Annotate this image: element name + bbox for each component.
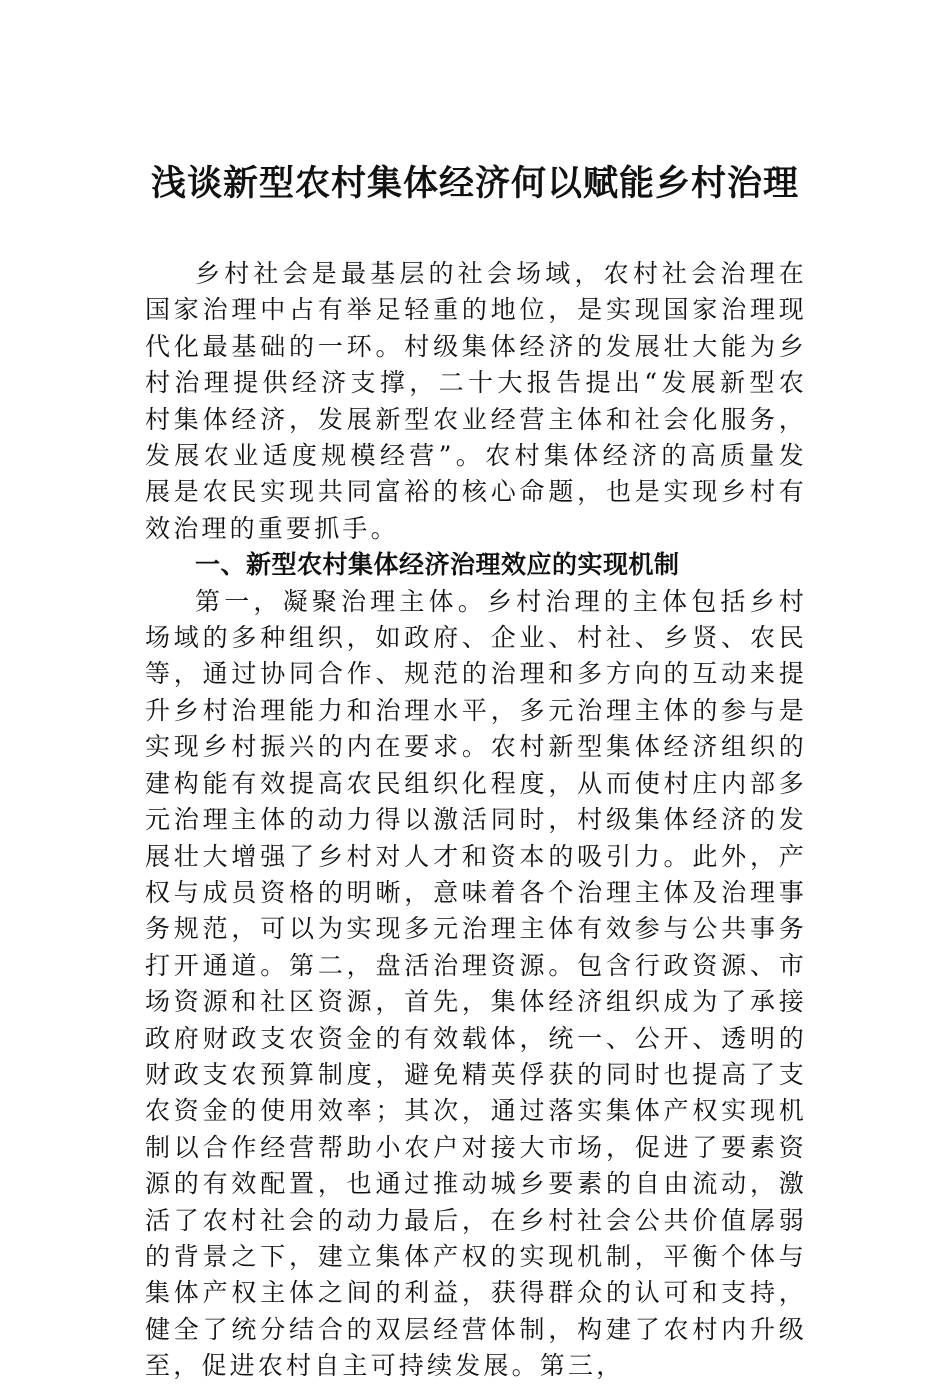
document-body [145,256,807,1385]
intro-paragraph: 乡村社会是最基层的社会场域，农村社会治理在国家治理中占有举足轻重的地位，是实现国家治理现代化最基础的一环。村级集体经济的发展壮大能为乡村治理提供经济支撑，二十大报告提出“发展新型农村集体经济，发展新型农业经营主体和社会化服务，发展农业适度规模经营”。农村集体经济的高质量发展是农民实现共同富裕的核心命题，也是实现乡村有效治理的重要抓手。 [145,259,807,543]
section-paragraph: 第一，凝聚治理主体。乡村治理的主体包括乡村场域的多种组织，如政府、企业、村社、乡贤、农民等，通过协同合作、规范的治理和多方向的互动来提升乡村治理能力和治理水平，多元治理主体的参与是实现乡村振兴的内在要求。农村新型集体经济组织的建构能有效提高农民组织化程度，从而使村庄内部多元治理主体的动力得以激活同时，村级集体经济的发展壮大增强了乡村对人才和资本的吸引力。此外，产权与成员资格的明晰，意味着各个治理主体及治理事务规范，可以为实现多元治理主体有效参与公共事务打开通道。第二，盘活治理资源。包含行政资源、市场资源和社区资源，首先，集体经济组织成为了承接政府财政支农资金的有效载体，统一、公开、透明的财政支农预算制度，避免精英俘获的同时也提高了支农资金的使用效率；其次，通过落实集体产权实现机制以合作经营帮助小农户对接大市场，促进了要素资源的有效配置，也通过推动城乡要素的自由流动，激活了农村社会的动力最后，在乡村社会公共价值孱弱的背景之下，建立集体产权的实现机制，平衡个体与集体产权主体之间的利益，获得群众的认可和支持，健全了统分结合的双层经营体制，构建了农村内升级至，促进农村自主可持续发展。第三， [145,586,807,1381]
section-heading: 一、新型农村集体经济治理效应的实现机制 [195,550,680,580]
document-title: 浅谈新型农村集体经济何以赋能乡村治理 [150,163,799,204]
